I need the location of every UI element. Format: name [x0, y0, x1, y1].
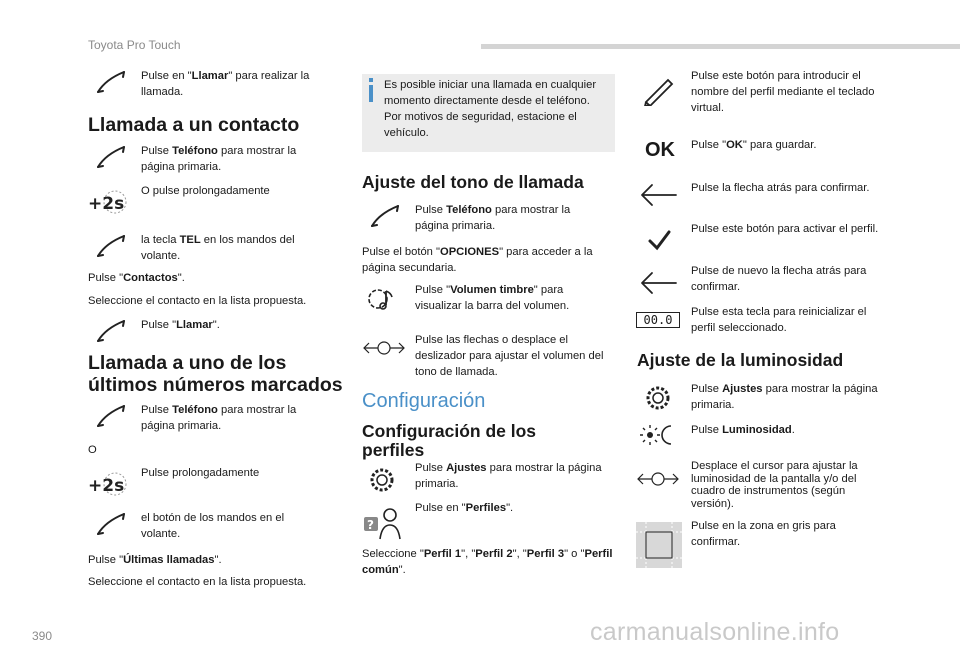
col1-row7-text: Pulse prolongadamente — [141, 467, 260, 479]
back-arrow-icon — [638, 268, 678, 298]
col1-or: O — [88, 444, 97, 456]
phone-handset-icon — [364, 202, 404, 232]
col1-row4-text: la tecla TEL en los mandos del volante. — [141, 234, 295, 262]
col2-row3-text: Pulse las flechas o desplace el deslizador para ajustar el volumen del tono de llamada. — [415, 334, 604, 378]
phone-handset-icon — [90, 68, 130, 98]
brightness-icon — [638, 420, 678, 450]
svg-text:+2s: +2s — [88, 476, 125, 496]
col3-row5-text: Pulse de nuevo la flecha atrás para confirmar. — [691, 265, 867, 293]
col1-row3-text: O pulse prolongadamente — [141, 185, 270, 197]
heading-configuracion-perfiles: Configuración de los perfiles — [362, 421, 537, 460]
heading-llamada-contacto: Llamada a un contacto — [88, 114, 300, 136]
col1-row2-text: Pulse Teléfono para mostrar la página primaria. — [141, 145, 297, 173]
hold-2s-icon — [86, 470, 130, 500]
back-arrow-icon — [638, 180, 678, 210]
slider-arrows-icon — [636, 464, 680, 494]
header-bar — [481, 44, 960, 49]
bell-settings-icon — [364, 285, 404, 315]
col1-para3: Pulse "Últimas llamadas". — [88, 554, 222, 566]
heading-ajuste-luminosidad: Ajuste de la luminosidad — [637, 350, 844, 370]
phone-handset-icon — [90, 317, 130, 347]
manual-title: Toyota Pro Touch — [88, 38, 181, 52]
phone-handset-icon — [90, 143, 130, 173]
col3-row2-text: Pulse "OK" para guardar. — [691, 139, 817, 151]
col1-para4: Seleccione el contacto en la lista propuesta. — [88, 576, 307, 588]
col3-row4-text: Pulse este botón para activar el perfil. — [691, 223, 879, 235]
gray-zone-icon — [636, 522, 682, 568]
slider-arrows-icon — [362, 333, 406, 363]
col2-row2-text: Pulse "Volumen timbre" para visualizar la barra del volumen. — [415, 284, 570, 312]
svg-text:+2s: +2s — [88, 194, 125, 214]
col3-row10-text: Pulse en la zona en gris para confirmar. — [691, 520, 836, 548]
watermark: carmanualsonline.info — [590, 618, 840, 646]
col3-row3-text: Pulse la flecha atrás para confirmar. — [691, 182, 870, 194]
col1-row5-text: Pulse "Llamar". — [141, 319, 220, 331]
col1-row6-text: Pulse Teléfono para mostrar la página primaria. — [141, 404, 297, 432]
info-icon — [366, 78, 376, 102]
phone-handset-icon — [90, 232, 130, 262]
col2-para1: Pulse el botón "OPCIONES" para acceder a la página secundaria. — [362, 246, 593, 274]
svg-text:?: ? — [367, 518, 374, 532]
col3-row9-text: Desplace el cursor para ajustar la luminosidad de la pantalla y/o del cuadro de instrumentos (según versión). — [691, 460, 858, 510]
hold-2s-icon — [86, 188, 130, 218]
col2-para2: Seleccione "Perfil 1", "Perfil 2", "Perfil 3" o "Perfil común". — [362, 548, 613, 576]
profile-icon — [362, 505, 406, 541]
info-note-text: Es posible iniciar una llamada en cualquier momento directamente desde el teléfono. Por motivos de seguridad, estacione el vehículo. — [384, 79, 597, 139]
col3-row7-text: Pulse Ajustes para mostrar la página primaria. — [691, 383, 878, 411]
ok-icon: OK — [645, 139, 675, 161]
col3-row1-text: Pulse este botón para introducir el nombre del perfil mediante el teclado virtual. — [691, 70, 875, 114]
col1-row1-text: Pulse en "Llamar" para realizar la llamada. — [141, 70, 310, 98]
col3-row8-text: Pulse Luminosidad. — [691, 424, 795, 436]
heading-ajuste-tono: Ajuste del tono de llamada — [362, 172, 584, 192]
checkmark-icon — [640, 225, 680, 255]
pencil-icon — [638, 76, 678, 106]
col1-row8-text: el botón de los mandos en el volante. — [141, 512, 285, 540]
phone-handset-icon — [90, 510, 130, 540]
page-number: 390 — [32, 629, 53, 643]
gear-icon — [640, 383, 680, 413]
col1-para1: Pulse "Contactos". — [88, 272, 185, 284]
heading-configuracion: Configuración — [362, 390, 486, 412]
gear-icon — [364, 465, 404, 495]
col1-para2: Seleccione el contacto en la lista propuesta. — [88, 295, 307, 307]
reset-display-icon: 00.0 — [636, 312, 680, 328]
col3-row6-text: Pulse esta tecla para reinicializar el perfil seleccionado. — [691, 306, 867, 334]
col2-row5-text: Pulse en "Perfiles". — [415, 502, 514, 514]
phone-handset-icon — [90, 402, 130, 432]
col2-row1-text: Pulse Teléfono para mostrar la página primaria. — [415, 204, 571, 232]
col2-row4-text: Pulse Ajustes para mostrar la página primaria. — [415, 462, 602, 490]
heading-ultimos-numeros: Llamada a uno de los últimos números marcados — [88, 352, 343, 396]
